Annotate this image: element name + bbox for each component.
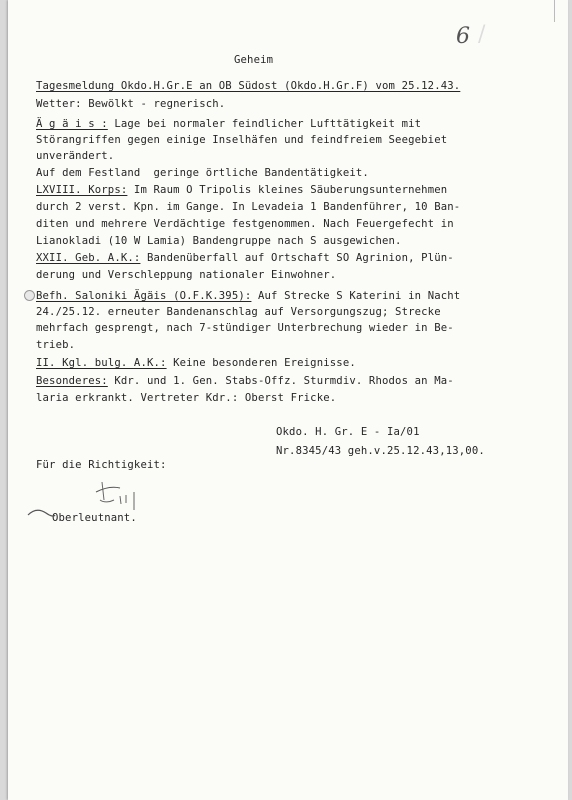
sender-line: Okdo. H. Gr. E - Ia/01	[276, 426, 420, 438]
body-line: laria erkrankt. Vertreter Kdr.: Oberst Fricke.	[36, 392, 337, 404]
line-aegean	[36, 118, 421, 130]
line-text: Keine besonderen Ereignisse.	[166, 357, 356, 369]
line-saloniki	[36, 290, 460, 302]
punch-hole	[24, 290, 35, 301]
line-xxii-geb-ak	[36, 252, 454, 264]
page-number-bleed: /	[478, 22, 486, 47]
line-text: Bandenüberfall auf Ortschaft SO Agrinion, Plün-	[140, 252, 454, 264]
ink-mark	[26, 505, 56, 525]
section-label: Befh. Saloniki Ägäis (O.F.K.395):	[36, 290, 252, 302]
section-label: XXII. Geb. A.K.:	[36, 252, 141, 264]
line-text: Im Raum O Tripolis kleines Säuberungsunternehmen	[127, 184, 448, 196]
section-label: Besonderes:	[36, 375, 108, 387]
body-line: Störangriffen gegen einige Inselhäfen und feindfreiem Seegebiet	[36, 134, 448, 146]
line-text: Kdr. und 1. Gen. Stabs-Offz. Sturmdiv. Rhodos an Ma-	[107, 375, 454, 387]
line-bulg-ak	[36, 357, 356, 369]
body-line: derung und Verschleppung nationaler Einwohner.	[36, 269, 337, 281]
line-text: Bewölkt - regnerisch.	[81, 98, 226, 110]
certification-line: Für die Richtigkeit:	[36, 459, 167, 471]
body-line: durch 2 verst. Kpn. im Gange. In Levadeia 1 Bandenführer, 10 Ban-	[36, 201, 461, 213]
reference-line: Nr.8345/43 geh.v.25.12.43,13,00.	[276, 445, 485, 457]
body-line: diten und mehrere Verdächtige festgenommen. Nach Feuergefecht in	[36, 218, 454, 230]
line-besonderes	[36, 375, 454, 387]
body-line: unverändert.	[36, 150, 115, 162]
line-text: Lage bei normaler feindlicher Lufttätigkeit mit	[107, 118, 422, 130]
section-label: II. Kgl. bulg. A.K.:	[36, 357, 167, 369]
line-weather	[36, 98, 225, 110]
edge-mark	[554, 0, 555, 22]
section-label: Ä g ä i s :	[36, 118, 108, 130]
signatory-rank: Oberleutnant.	[52, 512, 137, 524]
line-text: Auf Strecke S Katerini in Nacht	[251, 290, 461, 302]
document-page	[8, 0, 568, 800]
line-lxviii-korps	[36, 184, 447, 196]
classification-heading: Geheim	[234, 54, 274, 66]
body-line: Auf dem Festland geringe örtliche Bandentätigkeit.	[36, 167, 369, 179]
body-line: Lianokladi (10 W Lamia) Bandengruppe nach S ausgewichen.	[36, 235, 402, 247]
section-label: Wetter:	[36, 98, 82, 110]
body-line: 24./25.12. erneuter Bandenanschlag auf Versorgungszug; Strecke	[36, 306, 441, 318]
page-number: 6	[456, 24, 470, 49]
body-line: mehrfach gesprengt, nach 7-stündiger Unterbrechung wieder in Be-	[36, 322, 454, 334]
body-line: trieb.	[36, 339, 76, 351]
section-label: LXVIII. Korps:	[36, 184, 128, 196]
document-title: Tagesmeldung Okdo.H.Gr.E an OB Südost (Okdo.H.Gr.F) vom 25.12.43.	[36, 80, 461, 92]
